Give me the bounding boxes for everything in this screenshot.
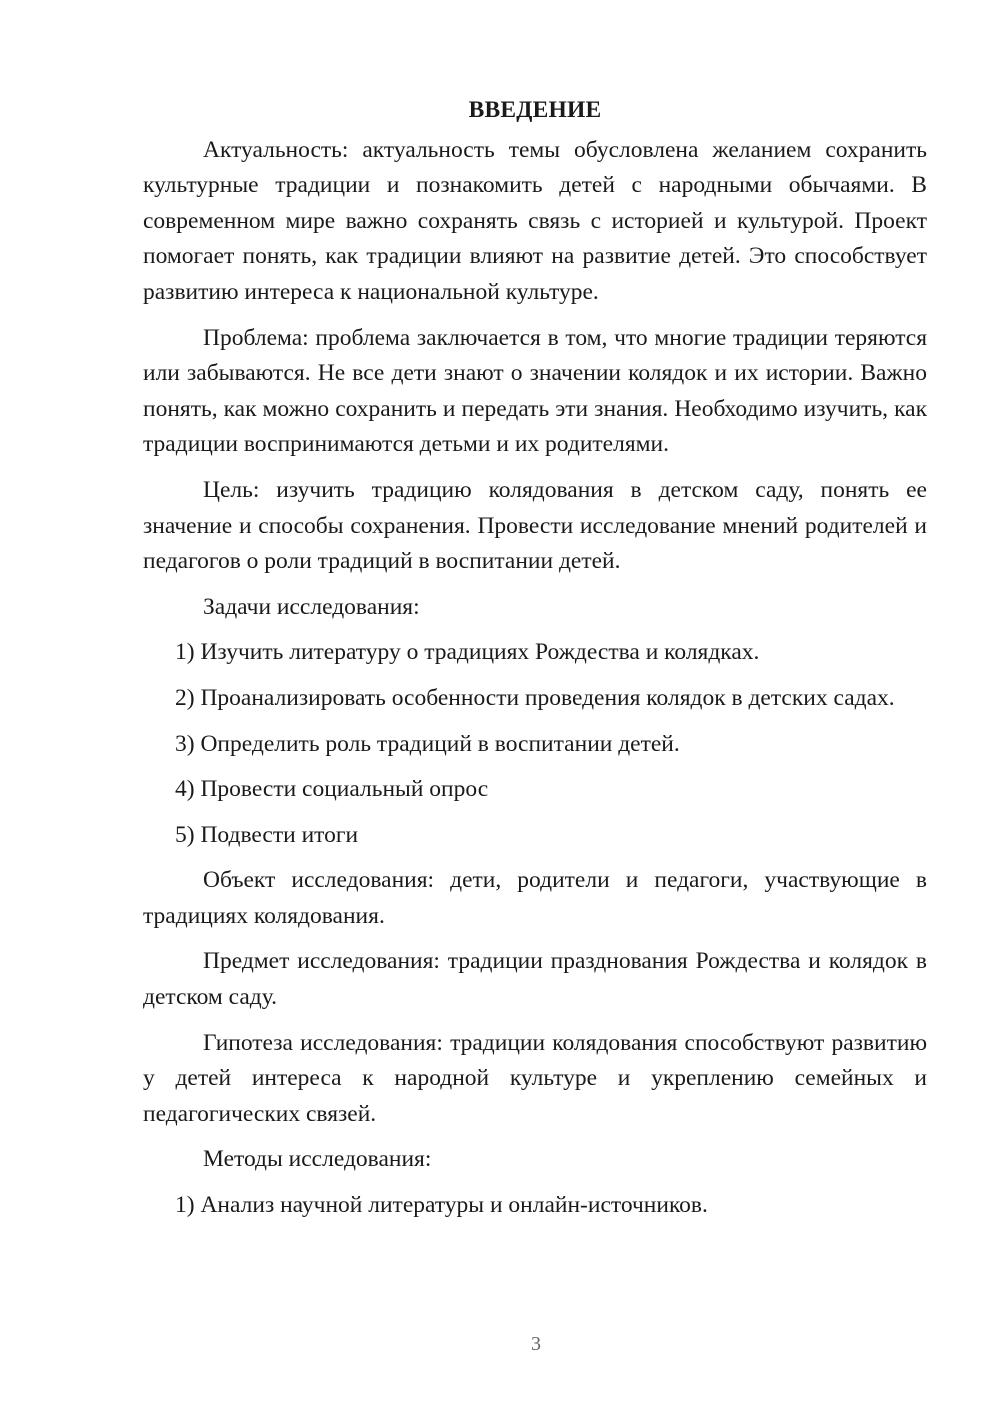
page-content	[143, 93, 927, 1234]
page-number: 3	[531, 1333, 541, 1355]
goal-paragraph: Цель: изучить традицию колядования в детском саду, понять ее значение и способы сохранения. Провести исследование мнений родителей и педагогов о роли традиций в воспитании детей.	[143, 476, 927, 575]
relevance-paragraph: Актуальность: актуальность темы обусловлена желанием сохранить культурные традиции и познакомить детей с народными обычаями. В современном мире важно сохранять связь с историей и культурой. Проект помогает понять, как традиции влияют на развитие детей. Это способствует развитию интереса к национальной культуре.	[143, 136, 927, 305]
object-paragraph: Объект исследования: дети, родители и педагоги, участвующие в традициях колядования.	[143, 867, 927, 929]
method-item: 1) Анализ научной литературы и онлайн-источников.	[175, 1192, 708, 1219]
problem-paragraph: Проблема: проблема заключается в том, что многие традиции теряются или забываются. Не все дети знают о значении колядок и их истории. Важно понять, как можно сохранить и передать эти знания. Необходимо изучить, как традиции воспринимаются детьми и их родителями.	[143, 324, 927, 458]
tasks-title: Задачи исследования:	[203, 593, 420, 620]
task-item: 3) Определить роль традиций в воспитании детей.	[175, 730, 680, 757]
task-item: 4) Провести социальный опрос	[175, 776, 489, 803]
task-item: 1) Изучить литературу о традициях Рождества и колядках.	[175, 639, 760, 666]
task-item: 2) Проанализировать особенности проведения колядок в детских садах.	[175, 684, 895, 711]
methods-title: Методы исследования:	[203, 1146, 432, 1173]
hypothesis-paragraph: Гипотеза исследования: традиции колядования способствуют развитию у детей интереса к народной культуре и укреплению семейных и педагогических связей.	[143, 1029, 927, 1127]
section-heading: ВВЕДЕНИЕ	[468, 97, 602, 123]
task-item: 5) Подвести итоги	[175, 821, 359, 848]
subject-paragraph: Предмет исследования: традиции празднования Рождества и колядок в детском саду.	[143, 948, 927, 1011]
